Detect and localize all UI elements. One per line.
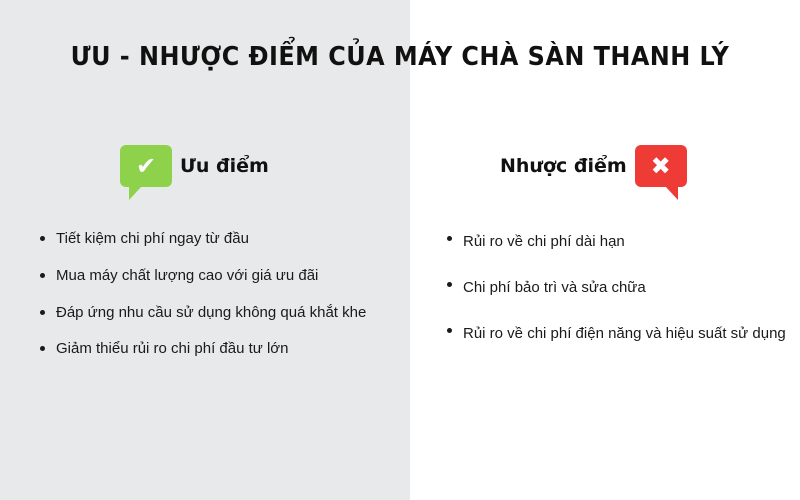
cons-label: Nhược điểm <box>500 155 627 177</box>
cross-glyph: ✖ <box>650 152 671 180</box>
list-item: Rủi ro về chi phí dài hạn <box>447 228 800 256</box>
cons-heading <box>500 138 687 194</box>
list-item: Chi phí bảo trì và sửa chữa <box>447 274 800 302</box>
check-icon <box>120 145 172 187</box>
check-glyph: ✔ <box>135 152 157 180</box>
pros-heading <box>120 138 269 194</box>
list-item: Mua máy chất lượng cao với giá ưu đãi <box>40 265 430 287</box>
pros-list <box>18 228 430 375</box>
list-item: Đáp ứng nhu cầu sử dụng không quá khắt khe <box>40 302 430 324</box>
list-item: Tiết kiệm chi phí ngay từ đầu <box>40 228 430 250</box>
cons-list <box>425 228 800 365</box>
cross-icon <box>635 145 687 187</box>
pros-label: Ưu điểm <box>180 155 269 177</box>
page-title: ƯU - NHƯỢC ĐIỂM CỦA MÁY CHÀ SÀN THANH LÝ <box>70 42 730 72</box>
list-item: Giảm thiểu rủi ro chi phí đầu tư lớn <box>40 338 430 360</box>
list-item: Rủi ro về chi phí điện năng và hiệu suất sử dụng <box>447 320 800 348</box>
